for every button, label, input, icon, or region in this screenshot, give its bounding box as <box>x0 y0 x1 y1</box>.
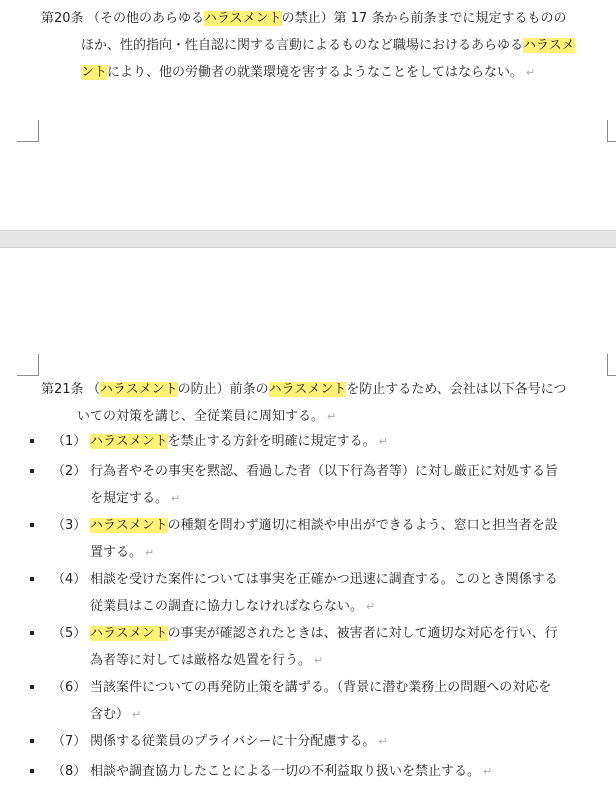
list-item-number: （8） <box>52 764 87 779</box>
list-item-number: （4） <box>52 572 87 587</box>
article-21-number: 第21条 <box>41 382 84 397</box>
list-item-highlight: ハラスメント <box>90 626 168 641</box>
margin-corner-top-left <box>17 354 39 376</box>
list-item-number: （2） <box>52 464 87 479</box>
list-item-line-2-text: を規定する。 <box>90 491 169 506</box>
list-item <box>30 512 610 566</box>
list-item-line-1-text: の種類を問わず適切に相談や申出ができるよう、窓口と担当者を設 <box>167 518 558 533</box>
list-item-text <box>90 512 616 566</box>
list-item-text <box>90 458 616 512</box>
list-item-number: （3） <box>52 518 87 533</box>
list-item-text <box>90 728 616 755</box>
margin-corner-top-right <box>607 354 616 376</box>
article-20-line-2 <box>41 32 607 59</box>
document-page-2 <box>0 248 616 789</box>
article-20-title-close: の禁止） <box>281 11 334 26</box>
list-bullet-icon <box>30 469 34 473</box>
list-item-text <box>90 674 616 728</box>
list-item-line-2-text: 従業員はこの調査に協力しなければならない。 <box>90 599 364 614</box>
list-item-line-1 <box>90 728 616 755</box>
list-bullet-icon <box>30 523 34 527</box>
article-20-line-2-highlight: ハラスメ <box>523 38 575 53</box>
list-item-line-1 <box>90 458 616 485</box>
list-item-line-1 <box>90 620 616 647</box>
list-item-line-1 <box>90 566 616 593</box>
margin-corner-bottom-right <box>607 120 616 142</box>
list-item-line-1-text: 当該案件についての再発防止策を講ずる。（背景に潜む業務上の問題への対応を <box>90 680 552 695</box>
list-item-line-2 <box>90 485 616 512</box>
list-item-text <box>90 620 616 674</box>
list-item <box>30 428 610 455</box>
list-item-text <box>90 428 616 455</box>
paragraph-mark-icon: ↵ <box>314 654 324 667</box>
list-item-line-1 <box>90 512 616 539</box>
article-21-title-highlight: ハラスメント <box>100 382 178 397</box>
list-item <box>30 458 610 512</box>
margin-corner-bottom-left <box>17 120 39 142</box>
article-21-line-1-pre: 前条の <box>229 382 269 397</box>
list-item-line-2 <box>90 539 616 566</box>
article-21-line-2 <box>41 403 607 430</box>
list-item-line-2 <box>90 593 616 620</box>
list-item-line-1-text: 相談を受けた案件については事実を正確かつ迅速に調査する。このとき関係する <box>90 572 558 587</box>
document-page-1 <box>0 0 616 230</box>
list-item-line-2 <box>90 647 616 674</box>
list-bullet-icon <box>30 685 34 689</box>
article-21-line-1-rest: を防止するため、会社は以下各号につ <box>346 382 567 397</box>
list-item-line-1-text: 行為者やその事実を黙認、看過した者（以下行為者等）に対し厳正に対処する旨 <box>90 464 559 479</box>
paragraph-mark-icon: ↵ <box>378 735 388 748</box>
paragraph-mark-icon: ↵ <box>378 435 388 448</box>
list-item-number: （5） <box>52 626 87 641</box>
article-21-line-1 <box>41 376 607 403</box>
list-item-highlight: ハラスメント <box>90 434 168 449</box>
article-21-line-1-highlight: ハラスメント <box>268 382 347 397</box>
paragraph-mark-icon: ↵ <box>145 546 155 559</box>
list-item-line-1 <box>90 674 616 701</box>
list-item-line-1-text: 関係する従業員のプライバシーに十分配慮する。 <box>90 734 376 749</box>
list-bullet-icon <box>30 769 34 773</box>
article-21-line-2-text: いての対策を講じ、全従業員に周知する。 <box>77 409 325 424</box>
list-bullet-icon <box>30 577 34 581</box>
article-20-title-highlight: ハラスメント <box>204 11 282 26</box>
list-item-line-1 <box>90 428 616 455</box>
paragraph-mark-icon: ↵ <box>132 708 142 721</box>
list-bullet-icon <box>30 631 34 635</box>
article-20-number: 第20条 <box>41 11 84 26</box>
article-20-line-1-rest: 第 17 条から前条までに規定するものの <box>333 11 567 26</box>
article-21-title-close: の防止） <box>177 382 230 397</box>
page-break-gap <box>0 230 616 248</box>
article-20-line-1 <box>41 5 607 32</box>
list-bullet-icon <box>30 439 34 443</box>
list-item-text <box>90 758 616 785</box>
list-item-line-1-text: の事実が確認されたときは、被害者に対して適切な対応を行い、行 <box>167 626 558 641</box>
list-item-line-2-text: 為者等に対しては厳格な処置を行う。 <box>90 653 312 668</box>
list-item <box>30 674 610 728</box>
paragraph-mark-icon: ↵ <box>483 765 493 778</box>
article-20-line-3-text: により、他の労働者の就業環境を害するようなことをしてはならない。 <box>107 65 524 80</box>
list-item-line-2 <box>90 701 616 728</box>
article-20-title-open: （その他のあらゆる <box>87 11 205 26</box>
list-item-number: （1） <box>52 434 87 449</box>
article-21-title-open: （ <box>87 382 101 397</box>
list-item-number: （7） <box>52 734 87 749</box>
article-20-line-3-highlight: ント <box>81 65 108 80</box>
list-item-text <box>90 566 616 620</box>
list-item <box>30 728 610 755</box>
list-item-line-1-text: を禁止する方針を明確に規定する。 <box>167 434 376 449</box>
article-20-line-2-text: ほか、性的指向・性自認に関する言動によるものなど職場におけるあらゆる <box>81 38 524 53</box>
paragraph-mark-icon: ↵ <box>171 492 181 505</box>
list-item <box>30 758 610 785</box>
paragraph-mark-icon: ↵ <box>366 600 376 613</box>
list-item-line-1-text: 相談や調査協力したことによる一切の不利益取り扱いを禁止する。 <box>90 764 481 779</box>
list-item <box>30 566 610 620</box>
list-item <box>30 620 610 674</box>
list-item-line-2-text: 置する。 <box>90 545 143 560</box>
article-20-line-3 <box>41 59 607 86</box>
list-item-number: （6） <box>52 680 87 695</box>
list-item-line-2-text: 含む） <box>90 707 130 722</box>
article-20 <box>41 5 607 86</box>
paragraph-mark-icon: ↵ <box>327 410 337 423</box>
list-item-line-1 <box>90 758 616 785</box>
article-21 <box>41 376 607 430</box>
paragraph-mark-icon: ↵ <box>526 66 536 79</box>
list-bullet-icon <box>30 739 34 743</box>
list-item-highlight: ハラスメント <box>90 518 168 533</box>
